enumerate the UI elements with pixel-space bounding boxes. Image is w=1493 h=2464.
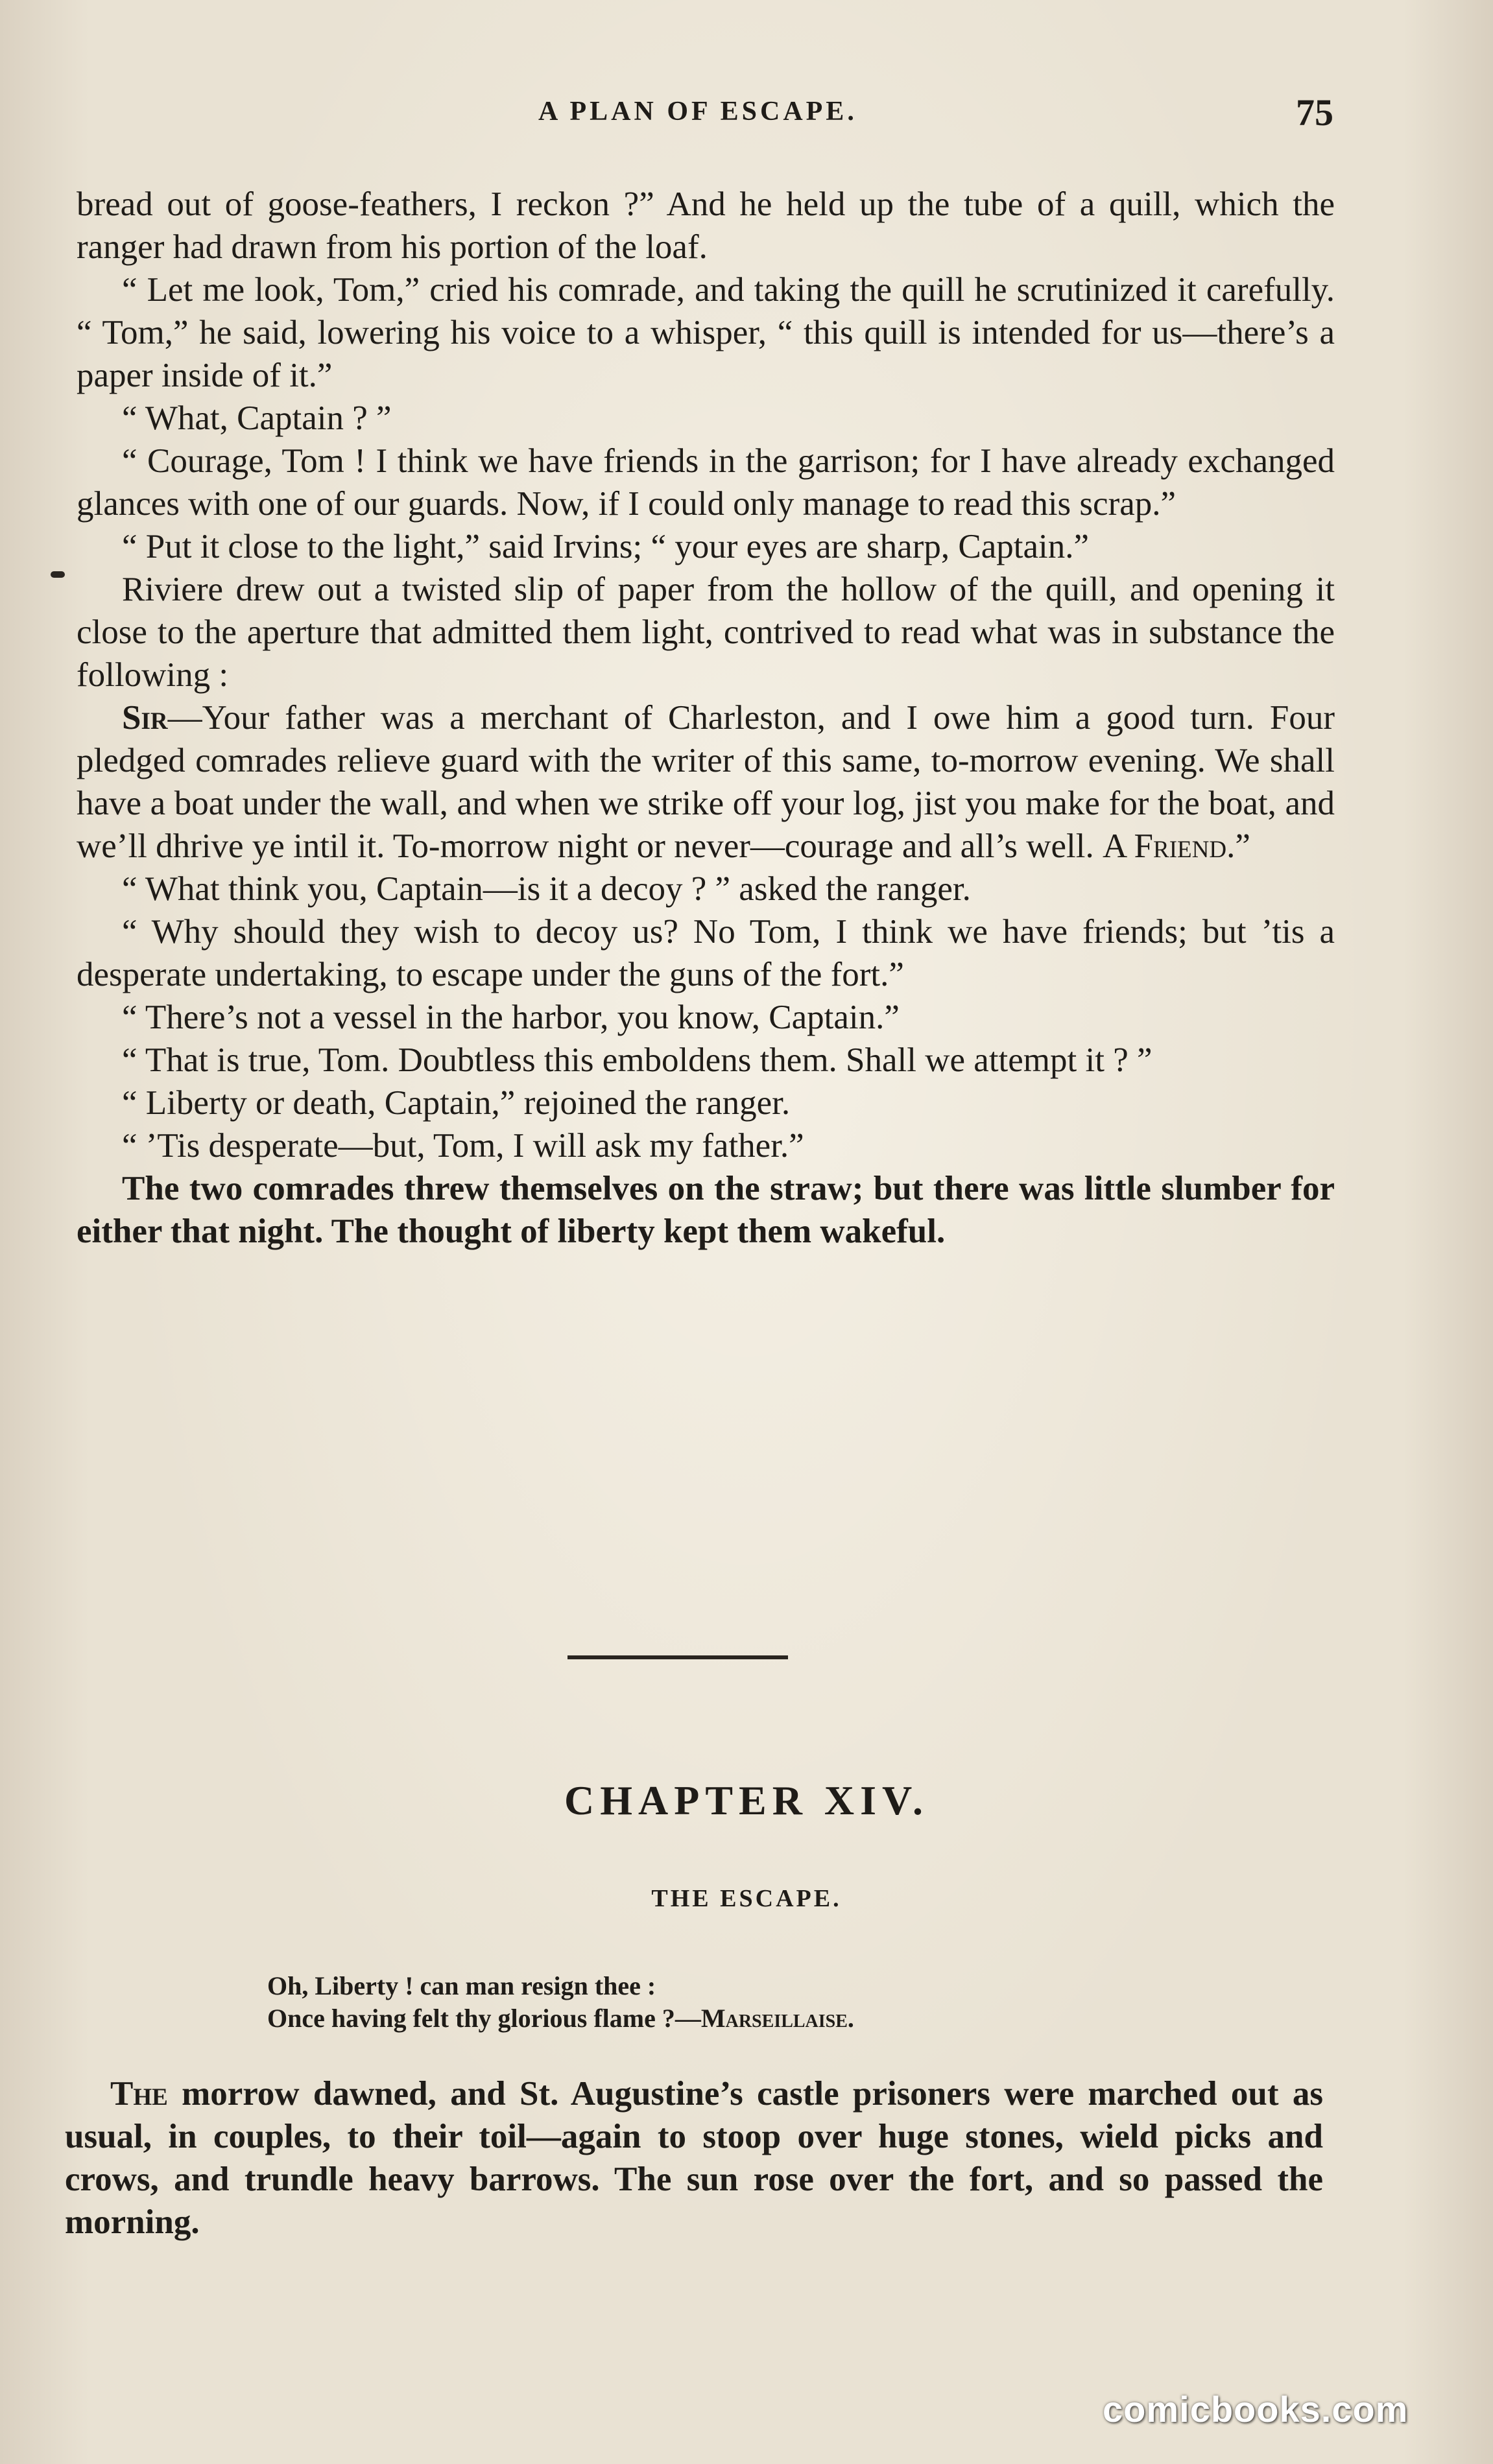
chapter-body bbox=[65, 2072, 1323, 2244]
watermark: comicbooks.com bbox=[1103, 2389, 1409, 2430]
margin-ink-mark bbox=[51, 571, 65, 578]
epigraph-author: Marseillaise. bbox=[700, 2004, 854, 2033]
section-divider bbox=[567, 1655, 788, 1659]
chapter-opening-paragraph bbox=[65, 2072, 1323, 2244]
running-head bbox=[0, 91, 1493, 143]
paragraph: “ What, Captain ? ” bbox=[122, 399, 392, 437]
chapter-subtitle: THE ESCAPE. bbox=[651, 1885, 842, 1912]
paragraph: “ Liberty or death, Captain,” rejoined the ranger. bbox=[122, 1084, 791, 1122]
opening-text: morrow dawned, and St. Augustine’s castle prisoners were marched out as usual, in couples, to their toil—again to stoop over huge stones, wield picks and crows, and trundle heavy barrows. The sun rose over the fort, and so passed the morning. bbox=[65, 2075, 1323, 2241]
epigraph-line: Once having felt thy glorious flame ?— bbox=[267, 2004, 701, 2033]
quoted-letter bbox=[77, 696, 1335, 868]
page-number: 75 bbox=[1296, 91, 1333, 134]
letter-salutation: Sir bbox=[122, 699, 168, 737]
opening-lead-word: The bbox=[110, 2075, 168, 2113]
paragraph: “ Courage, Tom ! I think we have friends in the garrison; for I have already exchanged glances with one of our guards. Now, if I could only manage to read this scrap.” bbox=[77, 442, 1335, 523]
letter-text: —Your father was a merchant of Charleston, and I owe him a good turn. Four pledged comrades relieve guard with the writer of this same, to-morrow evening. We shall have a boat under the wall, and when we strike off your log, jist you make for the boat, and we’ll dhrive ye intil it. To-morrow night or never—courage and all’s well. bbox=[77, 699, 1335, 865]
chapter-title: CHAPTER XIV. bbox=[564, 1777, 929, 1823]
paragraph: “ That is true, Tom. Doubtless this emboldens them. Shall we attempt it ? ” bbox=[122, 1041, 1153, 1079]
paragraph: “ Why should they wish to decoy us? No Tom, I think we have friends; but ’tis a desperate undertaking, to escape under the guns of the fort.” bbox=[77, 913, 1335, 993]
paragraph: “ There’s not a vessel in the harbor, you know, Captain.” bbox=[122, 999, 900, 1036]
body-text bbox=[77, 183, 1335, 1253]
letter-closing-quote: ” bbox=[1235, 827, 1250, 865]
epigraph-line: Oh, Liberty ! can man resign thee : bbox=[267, 1971, 656, 2000]
paragraph: “ ’Tis desperate—but, Tom, I will ask my father.” bbox=[122, 1127, 804, 1165]
letter-signature: A Friend. bbox=[1102, 827, 1236, 865]
paragraph: “ Let me look, Tom,” cried his comrade, and taking the quill he scrutinized it carefully. “ Tom,” he said, lowering his voice to a whisper, “ this quill is intended for us—there’s a paper inside of it.” bbox=[77, 271, 1335, 394]
paragraph: “ Put it close to the light,” said Irvins; “ your eyes are sharp, Captain.” bbox=[122, 528, 1089, 565]
paragraph: The two comrades threw themselves on the straw; but there was little slumber for either that night. The thought of liberty kept them wakeful. bbox=[77, 1170, 1335, 1250]
epigraph bbox=[267, 1970, 854, 2035]
running-title: A PLAN OF ESCAPE. bbox=[538, 97, 857, 126]
epigraph-line-with-author bbox=[267, 2002, 854, 2035]
paragraph: Riviere drew out a twisted slip of paper from the hollow of the quill, and opening it close to the aperture that admitted them light, contrived to read what was in substance the following : bbox=[77, 571, 1335, 694]
paragraph: “ What think you, Captain—is it a decoy ? ” asked the ranger. bbox=[122, 870, 971, 908]
paragraph: bread out of goose-feathers, I reckon ?” And he held up the tube of a quill, which the ranger had drawn from his portion of the loaf. bbox=[77, 185, 1335, 266]
